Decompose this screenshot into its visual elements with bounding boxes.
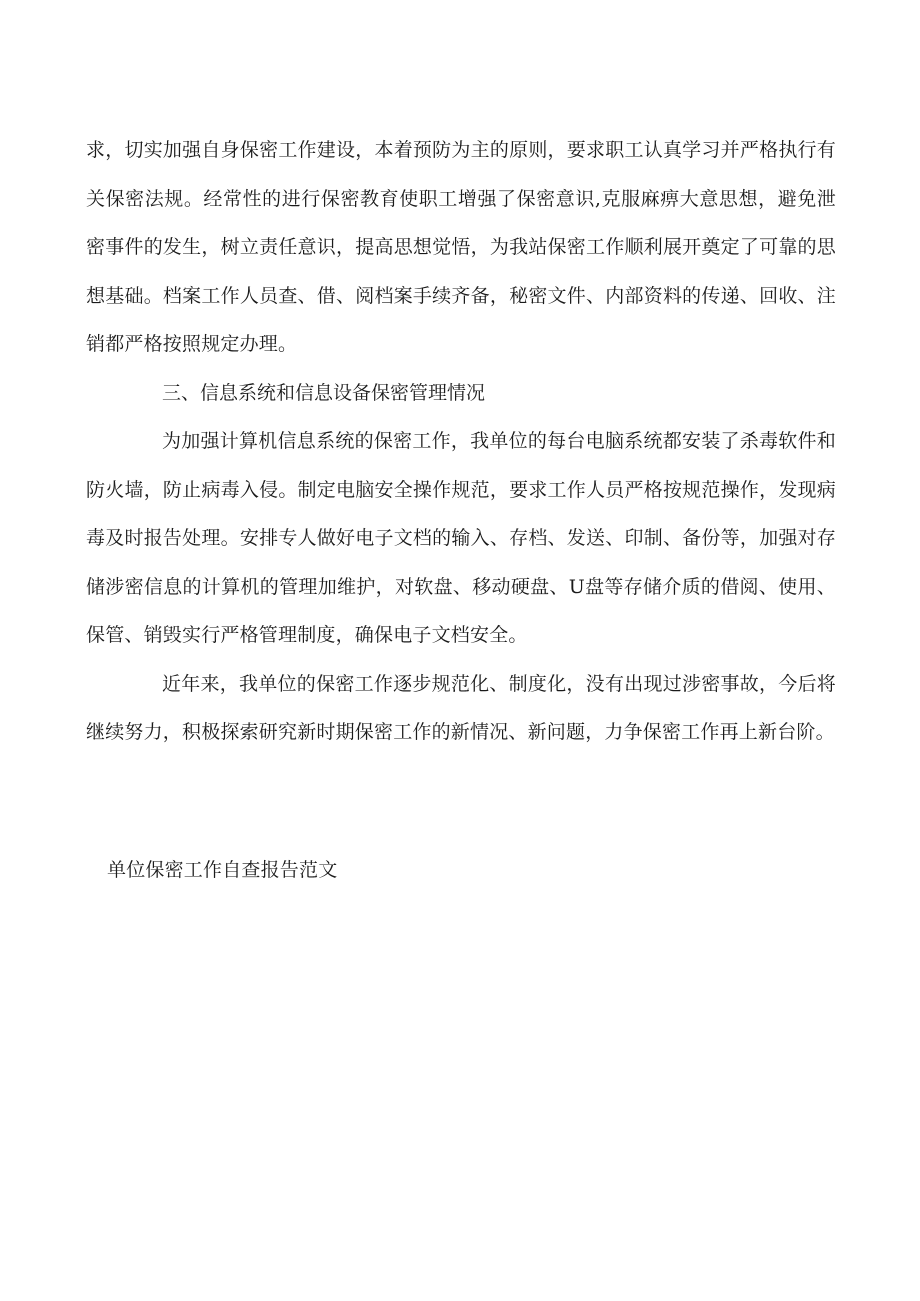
paragraph-conclusion: 近年来，我单位的保密工作逐步规范化、制度化，没有出现过涉密事故，今后将继续努力，积极探索研究新时期保密工作的新情况、新问题，力争保密工作再上新台阶。 [86,672,836,743]
section-heading-information-systems: 三、信息系统和信息设备保密管理情况 [162,381,486,404]
next-document-title: 单位保密工作自查报告范文 [107,859,338,881]
paragraph-computer-security: 为加强计算机信息系统的保密工作，我单位的每台电脑系统都安装了杀毒软件和防火墙，防止病毒入侵。制定电脑安全操作规范，要求工作人员严格按规范操作，发现病毒及时报告处理。安排专人做好电子文档的输入、存档、发送、印制、备份等，加强对存储涉密信息的计算机的管理加维护，对软盘、移动硬盘、U盘等存储介质的借阅、使用、保管、销毁实行严格管理制度，确保电子文档安全。 [86,430,836,646]
document-body [86,126,836,757]
paragraph-confidentiality-education: 求，切实加强自身保密工作建设，本着预防为主的原则，要求职工认真学习并严格执行有关保密法规。经常性的进行保密教育使职工增强了保密意识,克服麻痹大意思想，避免泄密事件的发生，树立责任意识，提高思想觉悟，为我站保密工作顺利展开奠定了可靠的思想基础。档案工作人员查、借、阅档案手续齐备，秘密文件、内部资料的传递、回收、注销都严格按照规定办理。 [86,139,836,355]
